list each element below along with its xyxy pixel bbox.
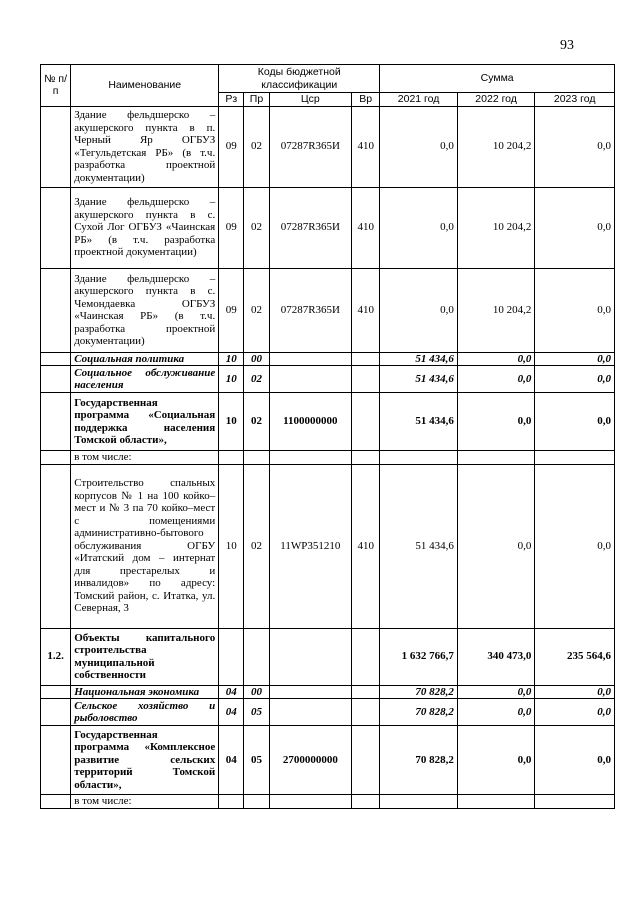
cell-num [41,685,71,699]
cell-pr [244,628,269,685]
cell-2022: 0,0 [457,393,535,451]
cell-vr [352,685,380,699]
cell-vr: 410 [352,187,380,268]
cell-vr [352,628,380,685]
cell-csr [269,352,352,366]
cell-2023 [535,795,615,809]
header-sum: Сумма [380,65,615,93]
cell-2022: 0,0 [457,699,535,726]
header-vr: Вр [352,93,380,107]
cell-2022: 10 204,2 [457,268,535,352]
header-2023: 2023 год [535,93,615,107]
cell-pr: 05 [244,699,269,726]
cell-pr [244,795,269,809]
header-num: № п/п [41,65,71,107]
cell-csr [269,699,352,726]
cell-name: Строительство спальных корпусов № 1 на 100 койко–мест и № 3 па 70 койко–мест с помещениями административно-бытового обслуживания ОГБУ «Итатский дом – интернат для престарелых и инвалидов» по адресу: Томский район, с. Итатка, ул. Северная, 3 [71,464,219,628]
page-number: 93 [560,38,574,53]
table-row [41,366,615,393]
cell-pr: 02 [244,268,269,352]
cell-2023: 0,0 [535,366,615,393]
cell-rz: 04 [219,685,244,699]
cell-2022: 0,0 [457,352,535,366]
cell-num [41,187,71,268]
cell-name: Здание фельдшерско – акушерского пункта в п. Черный Яр ОГБУЗ «Тегульдетская РБ» (в т.ч. разработка проектной документации) [71,106,219,187]
cell-rz [219,451,244,465]
cell-csr [269,795,352,809]
cell-num [41,451,71,465]
header-pr: Пр [244,93,269,107]
cell-pr: 02 [244,464,269,628]
cell-2021: 51 434,6 [380,366,458,393]
cell-2022 [457,795,535,809]
cell-pr: 02 [244,393,269,451]
cell-pr: 02 [244,187,269,268]
cell-2021: 51 434,6 [380,464,458,628]
cell-2022 [457,451,535,465]
cell-2021 [380,795,458,809]
table-row [41,352,615,366]
cell-csr [269,451,352,465]
cell-2023: 0,0 [535,393,615,451]
cell-2023: 0,0 [535,699,615,726]
cell-2022: 0,0 [457,726,535,795]
cell-pr: 00 [244,352,269,366]
cell-2021: 0,0 [380,106,458,187]
cell-pr: 05 [244,726,269,795]
cell-name: Здание фельдшерско – акушерского пункта в с. Сухой Лог ОГБУЗ «Чаинская РБ» (в т.ч. разработка проектной документации) [71,187,219,268]
cell-vr [352,699,380,726]
cell-2023: 0,0 [535,464,615,628]
cell-num [41,268,71,352]
cell-2023: 0,0 [535,352,615,366]
cell-num [41,795,71,809]
header-name: Наименование [71,65,219,107]
table-row [41,699,615,726]
table-row [41,451,615,465]
cell-num [41,464,71,628]
cell-vr [352,726,380,795]
cell-num: 1.2. [41,628,71,685]
table-row [41,268,615,352]
cell-2021: 70 828,2 [380,699,458,726]
table-row [41,628,615,685]
header-rz: Рз [219,93,244,107]
table-row [41,685,615,699]
cell-2022: 0,0 [457,464,535,628]
cell-2021: 70 828,2 [380,685,458,699]
cell-name: Объекты капитального строительства муниципальной собственности [71,628,219,685]
cell-rz: 10 [219,393,244,451]
header-2022: 2022 год [457,93,535,107]
cell-2023: 0,0 [535,187,615,268]
cell-csr: 07287R365И [269,268,352,352]
cell-2022: 10 204,2 [457,187,535,268]
header-2021: 2021 год [380,93,458,107]
table-row [41,106,615,187]
cell-2023: 0,0 [535,685,615,699]
cell-2023: 0,0 [535,268,615,352]
header-codes: Коды бюджетной классификации [219,65,380,93]
cell-rz: 10 [219,464,244,628]
cell-csr: 1100000000 [269,393,352,451]
cell-csr: 07287R365И [269,106,352,187]
cell-vr [352,393,380,451]
cell-2021: 70 828,2 [380,726,458,795]
cell-2021: 1 632 766,7 [380,628,458,685]
cell-csr [269,366,352,393]
cell-name: Сельское хозяйство и рыболовство [71,699,219,726]
cell-rz: 09 [219,187,244,268]
cell-name: Государственная программа «Комплексное развитие сельских территорий Томской области», [71,726,219,795]
cell-2022: 340 473,0 [457,628,535,685]
cell-rz: 09 [219,106,244,187]
cell-rz [219,628,244,685]
cell-csr [269,628,352,685]
cell-2022: 10 204,2 [457,106,535,187]
cell-vr: 410 [352,464,380,628]
header-row-1 [41,65,615,93]
cell-rz: 04 [219,699,244,726]
budget-table [40,64,615,809]
cell-2022: 0,0 [457,685,535,699]
cell-num [41,726,71,795]
cell-num [41,699,71,726]
cell-rz: 10 [219,366,244,393]
cell-2022: 0,0 [457,366,535,393]
cell-name: Социальное обслуживание населения [71,366,219,393]
cell-vr: 410 [352,268,380,352]
cell-vr [352,795,380,809]
cell-2021: 0,0 [380,187,458,268]
cell-vr: 410 [352,106,380,187]
cell-2023: 235 564,6 [535,628,615,685]
cell-2021 [380,451,458,465]
cell-pr: 02 [244,106,269,187]
cell-2023: 0,0 [535,106,615,187]
cell-num [41,352,71,366]
cell-num [41,106,71,187]
table-row [41,726,615,795]
cell-vr [352,352,380,366]
cell-csr: 07287R365И [269,187,352,268]
cell-name: Социальная политика [71,352,219,366]
cell-2023: 0,0 [535,726,615,795]
cell-vr [352,451,380,465]
cell-rz: 09 [219,268,244,352]
cell-csr: 2700000000 [269,726,352,795]
cell-name: Национальная экономика [71,685,219,699]
table-row [41,464,615,628]
cell-2023 [535,451,615,465]
cell-num [41,393,71,451]
cell-rz: 04 [219,726,244,795]
cell-csr [269,685,352,699]
cell-2021: 0,0 [380,268,458,352]
table-row [41,393,615,451]
cell-vr [352,366,380,393]
cell-num [41,366,71,393]
cell-rz: 10 [219,352,244,366]
cell-name: в том числе: [71,795,219,809]
cell-2021: 51 434,6 [380,393,458,451]
table-row [41,187,615,268]
cell-name: Государственная программа «Социальная поддержка населения Томской области», [71,393,219,451]
header-csr: Цср [269,93,352,107]
cell-pr: 02 [244,366,269,393]
cell-2021: 51 434,6 [380,352,458,366]
table-row [41,795,615,809]
cell-csr: 11WP351210 [269,464,352,628]
cell-name: в том числе: [71,451,219,465]
cell-pr: 00 [244,685,269,699]
cell-rz [219,795,244,809]
cell-pr [244,451,269,465]
cell-name: Здание фельдшерско – акушерского пункта в с. Чемондаевка ОГБУЗ «Чаинская РБ» (в т.ч. разработка проектной документации) [71,268,219,352]
